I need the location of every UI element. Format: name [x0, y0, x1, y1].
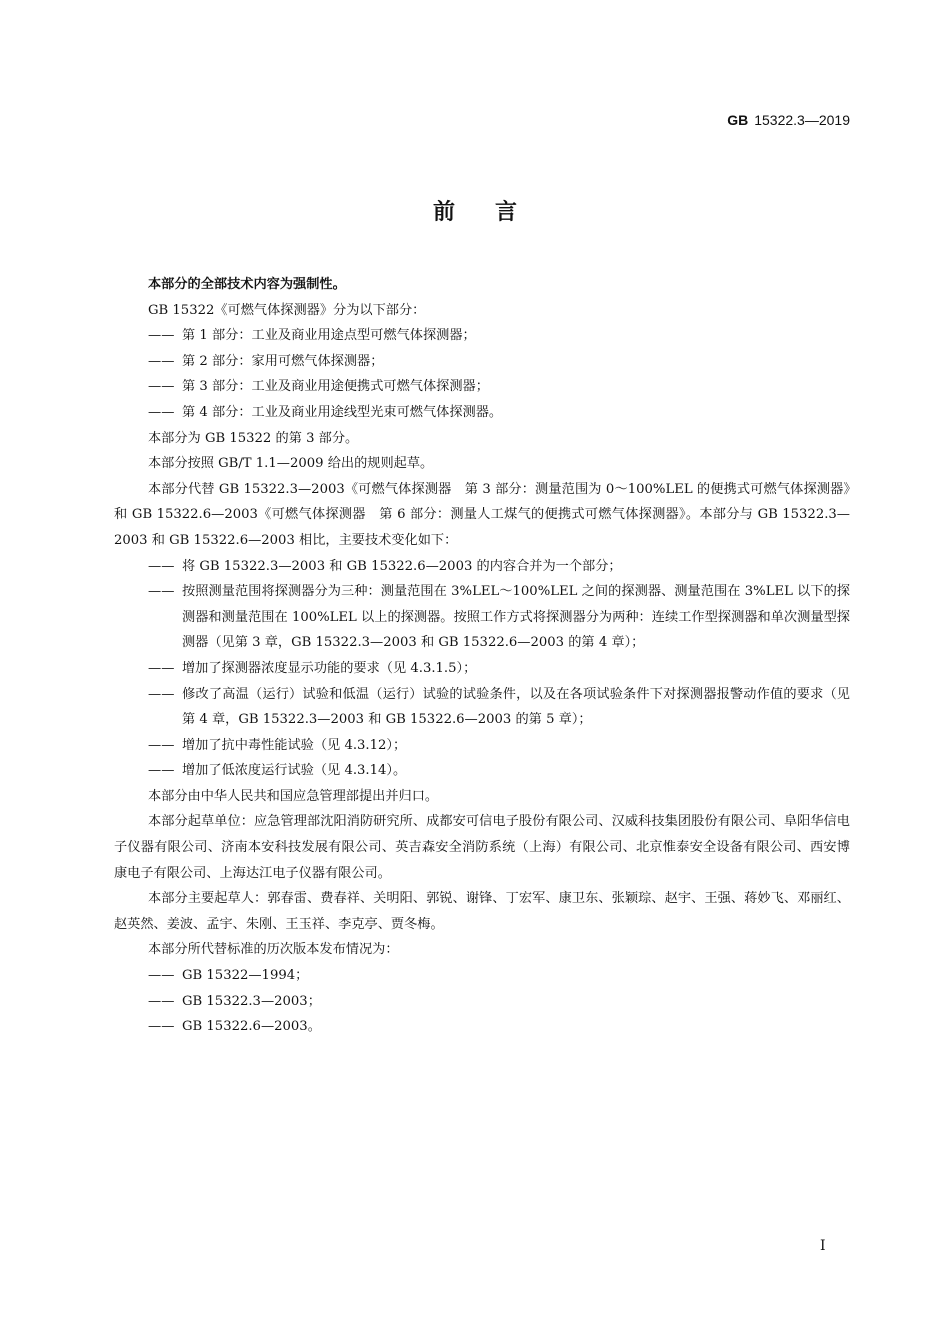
editions-intro: 本部分所代替标准的历次版本发布情况为：	[148, 942, 399, 958]
replacement-statement: 本部分代替 GB 15322.3—2003《可燃气体探测器 第 3 部分：测量范围为 0～100%LEL 的便携式可燃气体探测器》和 GB 15322.6—2003《可燃气体探测器 第 6 部分：测量人工煤气的便携式可燃气体探测器》。本部分与 GB 15322.3—2003 和 GB 15322.6—2003 相比，主要技术变化如下：	[114, 481, 850, 548]
change-text: 增加了探测器浓度显示功能的要求（见 4.3.1.5）；	[182, 660, 477, 676]
dash-mark: ——	[148, 379, 175, 395]
drafting-units: 本部分起草单位：应急管理部沈阳消防研究所、成都安可信电子股份有限公司、汉威科技集团股份有限公司、阜阳华信电子仪器有限公司、济南本安科技发展有限公司、英吉森安全消防系统（上海）有限公司、北京惟泰安全设备有限公司、西安博康电子有限公司、上海达江电子仪器有限公司。	[114, 814, 850, 881]
dash-mark: ——	[148, 660, 175, 676]
change-text: 修改了高温（运行）试验和低温（运行）试验的试验条件，以及在各项试验条件下对探测器报警动作值的要求（见第 4 章，GB 15322.3—2003 和 GB 15322.6—2003 的第 5 章）；	[182, 686, 850, 728]
change-list-item	[114, 656, 850, 682]
edition-text: GB 15322.6—2003。	[182, 1019, 321, 1035]
part-list-item	[114, 349, 850, 375]
part-statement: 本部分为 GB 15322 的第 3 部分。	[148, 430, 359, 446]
header-standard-prefix: GB	[727, 112, 749, 128]
header-standard-code: 15322.3—2019	[754, 112, 850, 128]
change-list-item	[114, 682, 850, 733]
proposer-statement: 本部分由中华人民共和国应急管理部提出并归口。	[148, 788, 439, 804]
dash-mark: ——	[148, 737, 175, 753]
part-list-item	[114, 374, 850, 400]
edition-list-item	[114, 989, 850, 1015]
part-list-item	[114, 323, 850, 349]
change-text: 按照测量范围将探测器分为三种：测量范围在 3%LEL～100%LEL 之间的探测器、测量范围在 3%LEL 以下的探测器和测量范围在 100%LEL 以上的探测器。按照工作方式将探测器分为两种：连续工作型探测器和单次测量型探测器（见第 3 章，GB 15322.3—2003 和 GB 15322.6—2003 的第 4 章）；	[182, 584, 850, 651]
change-list-item	[114, 758, 850, 784]
edition-text: GB 15322.3—2003；	[182, 993, 321, 1009]
edition-list-item	[114, 963, 850, 989]
change-text: 将 GB 15322.3—2003 和 GB 15322.6—2003 的内容合并为一个部分；	[182, 558, 622, 574]
dash-mark: ——	[148, 686, 175, 702]
change-list-item	[114, 579, 850, 656]
part-text: 第 4 部分：工业及商业用途线型光束可燃气体探测器。	[182, 404, 503, 420]
change-text: 增加了抗中毒性能试验（见 4.3.12）；	[182, 737, 407, 753]
dash-mark: ——	[148, 353, 175, 369]
dash-mark: ——	[148, 1019, 175, 1035]
document-header	[727, 112, 850, 128]
part-text: 第 1 部分：工业及商业用途点型可燃气体探测器；	[182, 328, 476, 344]
main-drafters: 本部分主要起草人：郭春雷、费春祥、关明阳、郭锐、谢锋、丁宏军、康卫东、张颖琮、赵宇、王强、蒋妙飞、邓丽红、赵英然、姜波、孟宇、朱刚、王玉祥、李克亭、贾冬梅。	[114, 891, 850, 932]
page-number: I	[820, 1238, 826, 1254]
edition-list-item	[114, 1014, 850, 1040]
dash-mark: ——	[148, 968, 175, 984]
edition-text: GB 15322—1994；	[182, 968, 309, 984]
mandatory-statement: 本部分的全部技术内容为强制性。	[148, 277, 346, 292]
dash-mark: ——	[148, 763, 175, 779]
change-list-item	[114, 733, 850, 759]
part-list-item	[114, 400, 850, 426]
part-text: 第 2 部分：家用可燃气体探测器；	[182, 353, 384, 369]
dash-mark: ——	[148, 993, 175, 1009]
page-title: 前言	[432, 200, 557, 225]
part-text: 第 3 部分：工业及商业用途便携式可燃气体探测器；	[182, 379, 489, 395]
dash-mark: ——	[148, 328, 175, 344]
drafting-rules: 本部分按照 GB/T 1.1—2009 给出的规则起草。	[148, 456, 434, 472]
dash-mark: ——	[148, 584, 175, 600]
change-text: 增加了低浓度运行试验（见 4.3.14）。	[182, 763, 407, 779]
change-list-item	[114, 554, 850, 580]
parts-intro: GB 15322《可燃气体探测器》分为以下部分：	[148, 302, 426, 318]
foreword-body	[114, 272, 850, 1040]
dash-mark: ——	[148, 558, 175, 574]
dash-mark: ——	[148, 404, 175, 420]
